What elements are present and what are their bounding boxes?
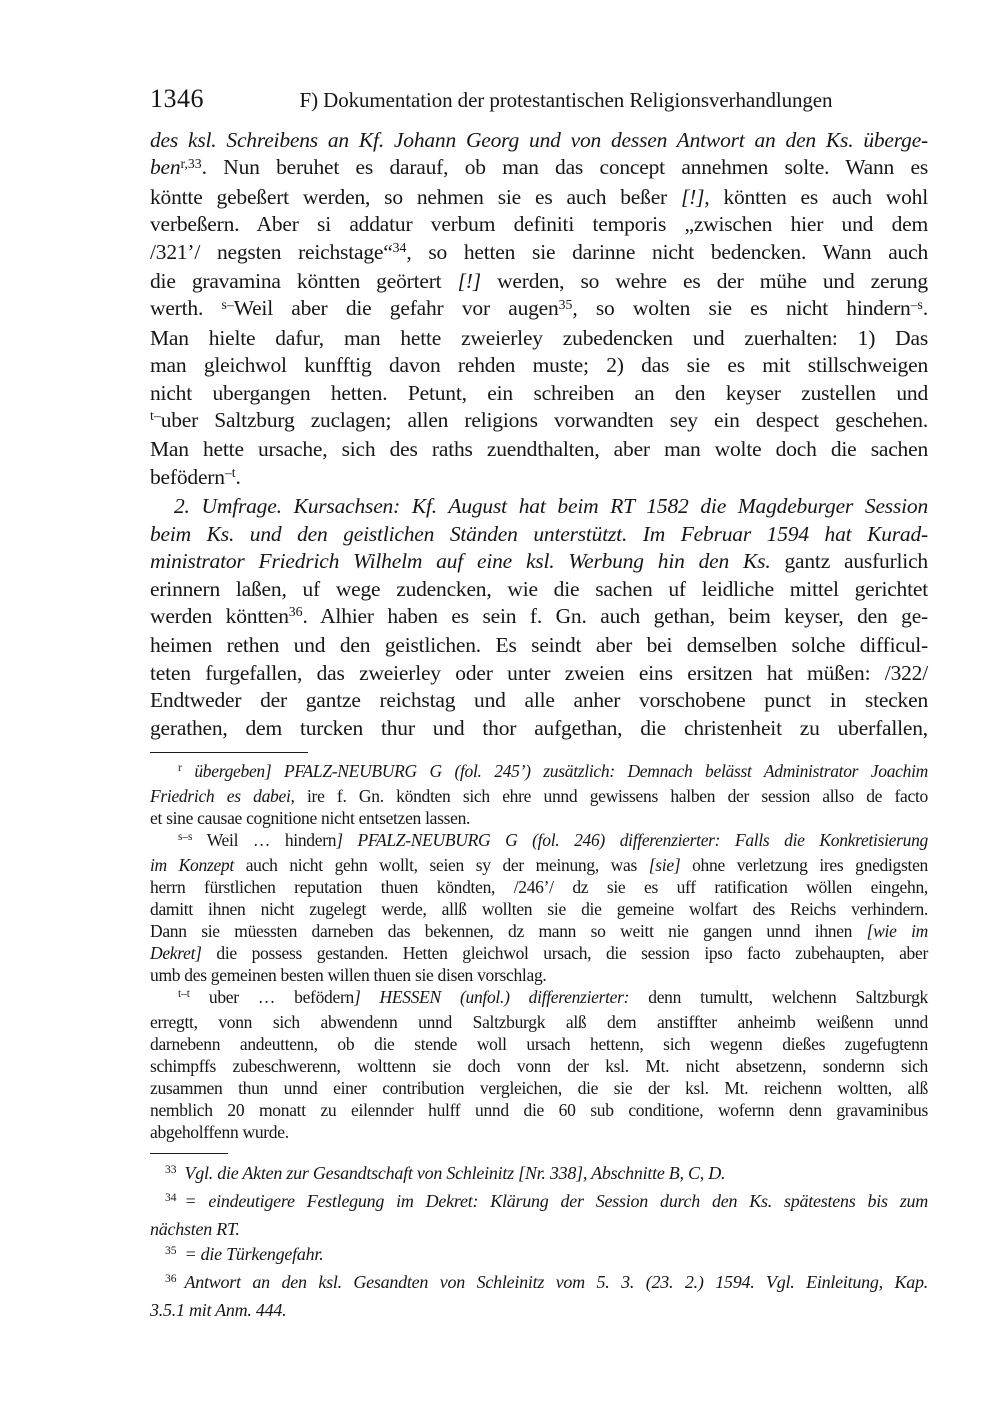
main-text [150,127,928,742]
footnote [150,1161,928,1189]
text-run: befödern [150,464,225,489]
text-run: die possess gestanden. Hetten gleichwol ursach, die session ipso facto zubehaupten, aber [201,942,928,963]
text-line [150,576,928,603]
text-run: , köntten es auch wohl [704,184,928,209]
text-line [150,548,928,575]
text-run: nicht ubergangen hetten. Petunt, ein schreiben an den keyser zustellen und [150,380,928,405]
apparatus-note [150,829,928,986]
text-run: 3.5.1 mit Anm. 444. [150,1299,287,1320]
text-line [150,1077,928,1099]
footnotes-separator [150,1153,228,1154]
footnote [150,1242,928,1270]
running-title: F) Dokumentation der protestantischen Religionsverhandlungen [299,88,833,112]
footnote [150,1270,928,1323]
apparatus-note [150,760,928,829]
text-run: herrn fürstlichen reputation thuen köndten, /246’/ dz sie es uff ratification wöllen eingehn, [150,876,928,897]
text-run: auch nicht gehn wollt, seien sy der meinung, was [233,854,649,875]
footnotes-list [150,1161,928,1323]
text-run: . [235,464,241,489]
text-run: Man hette ursache, sich des raths zuendthalten, aber man wolte doch die sachen [150,437,928,462]
apparatus-notes [150,760,928,1143]
text-run: ben [150,155,181,180]
text-line [150,295,928,324]
text-run: denn tumultt, welchenn Saltzburgk [629,986,928,1007]
note-marker: r [178,762,182,775]
text-line [150,1055,928,1077]
footnote [150,1189,928,1242]
note-marker: 35 [165,1245,177,1258]
text-run: teten furgefallen, das zweierley oder unter zweien eins ersitzen hat müßen: /322/ [150,660,928,685]
text-line [150,1033,928,1055]
note-marker: 36 [165,1273,177,1286]
text-line [150,660,928,687]
text-line [150,760,928,785]
text-run: werden, so wehre es der mühe und zerung [480,269,928,294]
text-line [150,876,928,898]
text-run: Weil aber die gefahr vor augen [233,296,559,321]
text-run: gantz ausfurlich [770,549,928,574]
text-line [150,603,928,632]
text-run: man gleichwol kunfftig davon rehden muste; 2) das sie es mit stillschweigen [150,353,928,378]
note-marker: –t [224,465,236,480]
text-run: schimpffs zubeschwerenn, wolttenn sie doch vonn der ksl. Mt. nicht absetzenn, sondernn sich [150,1055,928,1076]
text-line [150,986,928,1011]
apparatus-separator [150,752,308,753]
text-line [150,942,928,964]
text-line [150,1099,928,1121]
text-run: Friedrich es dabei, [150,785,295,806]
note-marker: 34 [165,1192,177,1205]
text-run: darnebenn andeuttenn, ob die stende woll ursach hettenn, sich wegenn dießes zugefugtenn [150,1033,928,1054]
text-line [150,854,928,876]
page-header [150,84,928,114]
text-line [150,1011,928,1033]
text-run: des ksl. Schreibens an Kf. Johann Georg und von dessen Antwort an den Ks. überge- [150,128,928,152]
text-line [150,1298,928,1323]
text-run: et sine causae cognitione nicht entsetzen lassen. [150,807,471,828]
text-run: umb des gemeinen besten willen thuen sie disen vorschlag. [150,964,547,985]
text-run: damitt ihnen nicht zugelegt werde, allß wollten sie die gemeine wolfart des Reichs verhindern. [150,898,928,919]
text-run: gerathen, dem turcken thur und thor aufgethan, die christenheit zu uberfallen, [150,715,928,740]
apparatus-note [150,986,928,1143]
text-run: , so hetten sie darinne nicht bedencken. Wann auch [406,239,928,264]
text-run: erinnern laßen, uf wege zudencken, wie die sachen uf leidliche mittel gerichtet [150,576,928,601]
text-line [150,352,928,379]
text-run: erregtt, vonn sich abwendenn unnd Saltzburgk alß dem anstiffter anheimb weißenn unnd [150,1011,928,1032]
text-run: Vgl. die Akten zur Gesandtschaft von Schleinitz [Nr. 338], Abschnitte B, C, D. [184,1162,726,1183]
text-run: im Konzept [150,854,234,875]
text-run: köntte gebeßert werden, so nehmen sie es auch beßer [150,184,681,209]
text-run: ohne verletzung ires gnedigsten [680,854,928,875]
text-run: , so wolten sie es nicht hindern [572,296,911,321]
note-marker: 34 [392,239,407,255]
text-run: zusammen thun unnd einer contribution vergleichen, die sie der ksl. Mt. reichenn woltten, alß [150,1077,928,1098]
text-line [150,436,928,463]
text-run: Antwort an den ksl. Gesandten von Schleinitz vom 5. 3. (23. 2.) 1594. Vgl. Einleitung, Kap. [184,1271,928,1292]
text-line [150,493,928,520]
text-run: /321’/ negsten reichstage“ [150,239,393,264]
text-run: werden köntten [150,603,289,628]
text-run: ] HESSEN (unfol.) differenzierter: [353,986,630,1007]
note-marker: 33 [165,1164,177,1177]
text-line [150,325,928,352]
text-run: ] PFALZ-NEUBURG G (fol. 246) differenzierter: Falls die Konkretisierung [336,829,928,850]
text-line [150,1270,928,1298]
text-run: . Alhier haben es sein f. Gn. auch gethan, beim keyser, den ge- [302,603,928,628]
text-run: werth. [150,296,222,321]
text-run: . Nun beruhet es darauf, ob man das concept annehmen solte. Wann es [201,155,928,180]
text-run: ire f. Gn. köndten sich ehre unnd gewissens halben der session allso de facto [294,785,928,806]
text-line [150,184,928,211]
text-run: die gravamina köntten geörtert [150,269,458,294]
text-line [150,211,928,238]
text-line [150,632,928,659]
text-run: uber … befödern [189,986,354,1007]
text-line [150,898,928,920]
text-line [150,1242,928,1270]
note-marker: 35 [558,296,573,312]
text-line [150,920,928,942]
note-marker: t– [150,408,161,424]
text-line [150,1217,928,1242]
paragraph [150,493,928,742]
note-marker: –s [910,296,923,312]
text-line [150,964,928,986]
text-column [150,84,928,1323]
text-run: verbeßern. Aber si addatur verbum definiti temporis „zwischen hier und dem [150,212,928,237]
text-run: [sie] [648,854,681,875]
text-run: uber Saltzburg zuclagen; allen religions vorwandten sey ein despect geschehen. [160,408,928,433]
text-run: [!] [680,184,705,209]
text-run: nemblich 20 monatt zu eilennder hulff unnd die 60 sub conditione, wofernn denn gravaminibus [150,1099,928,1120]
text-run: Man hielte dafur, man hette zweierley zubedencken und zuerhalten: 1) Das [150,325,928,350]
text-run: [!] [457,269,481,294]
text-run: Dann sie müessten darneben das bekennen, dz mann so weitt nie gangen unnd ihnen [150,920,867,941]
text-line [150,829,928,854]
text-line [150,154,928,183]
text-line [150,807,928,829]
text-line [150,464,928,493]
page-number: 1346 [150,84,204,113]
text-run: Endtweder der gantze reichstag und alle anher vorschobene punct in stecken [150,688,928,713]
text-line [150,785,928,807]
text-run: = die Türkengefahr. [184,1243,324,1264]
text-line [150,521,928,548]
note-marker: s– [221,296,234,312]
text-line [150,687,928,714]
text-line [150,715,928,742]
note-marker: 36 [288,604,303,620]
text-line [150,239,928,268]
text-run: = eindeutigere Festlegung im Dekret: Klärung der Session durch den Ks. spätestens bis zum [184,1190,928,1211]
text-line [150,268,928,295]
note-marker: s–s [178,831,193,844]
text-run: ministrator Friedrich Wilhelm auf eine ksl. Werbung hin den Ks. [150,549,771,574]
text-run: beim Ks. und den geistlichen Ständen unterstützt. Im Februar 1594 hat Kurad- [150,521,928,546]
text-run: Dekret] [150,942,202,963]
paragraph [150,127,928,493]
note-marker: t–t [178,988,190,1001]
text-line [150,380,928,407]
text-line [150,1121,928,1143]
text-run: Weil … hindern [192,829,337,850]
text-run: nächsten RT. [150,1218,240,1239]
text-line [150,1189,928,1217]
text-run: . [922,296,928,321]
text-line [150,407,928,436]
text-run: übergeben] PFALZ-NEUBURG G (fol. 245’) zusätzlich: Demnach belässt Administrator Joachim [181,760,928,781]
note-marker: r,33 [180,155,202,171]
text-run: heimen rethen und den geistlichen. Es seindt aber bei demselben solche difficul- [150,633,928,658]
text-run: abgeholffenn wurde. [150,1121,289,1142]
text-run: [wie im [866,920,928,941]
text-run: 2. Umfrage. Kursachsen: Kf. August hat beim RT 1582 die Magdeburger Session [174,494,928,519]
text-line [150,1161,928,1189]
text-line [150,127,928,154]
